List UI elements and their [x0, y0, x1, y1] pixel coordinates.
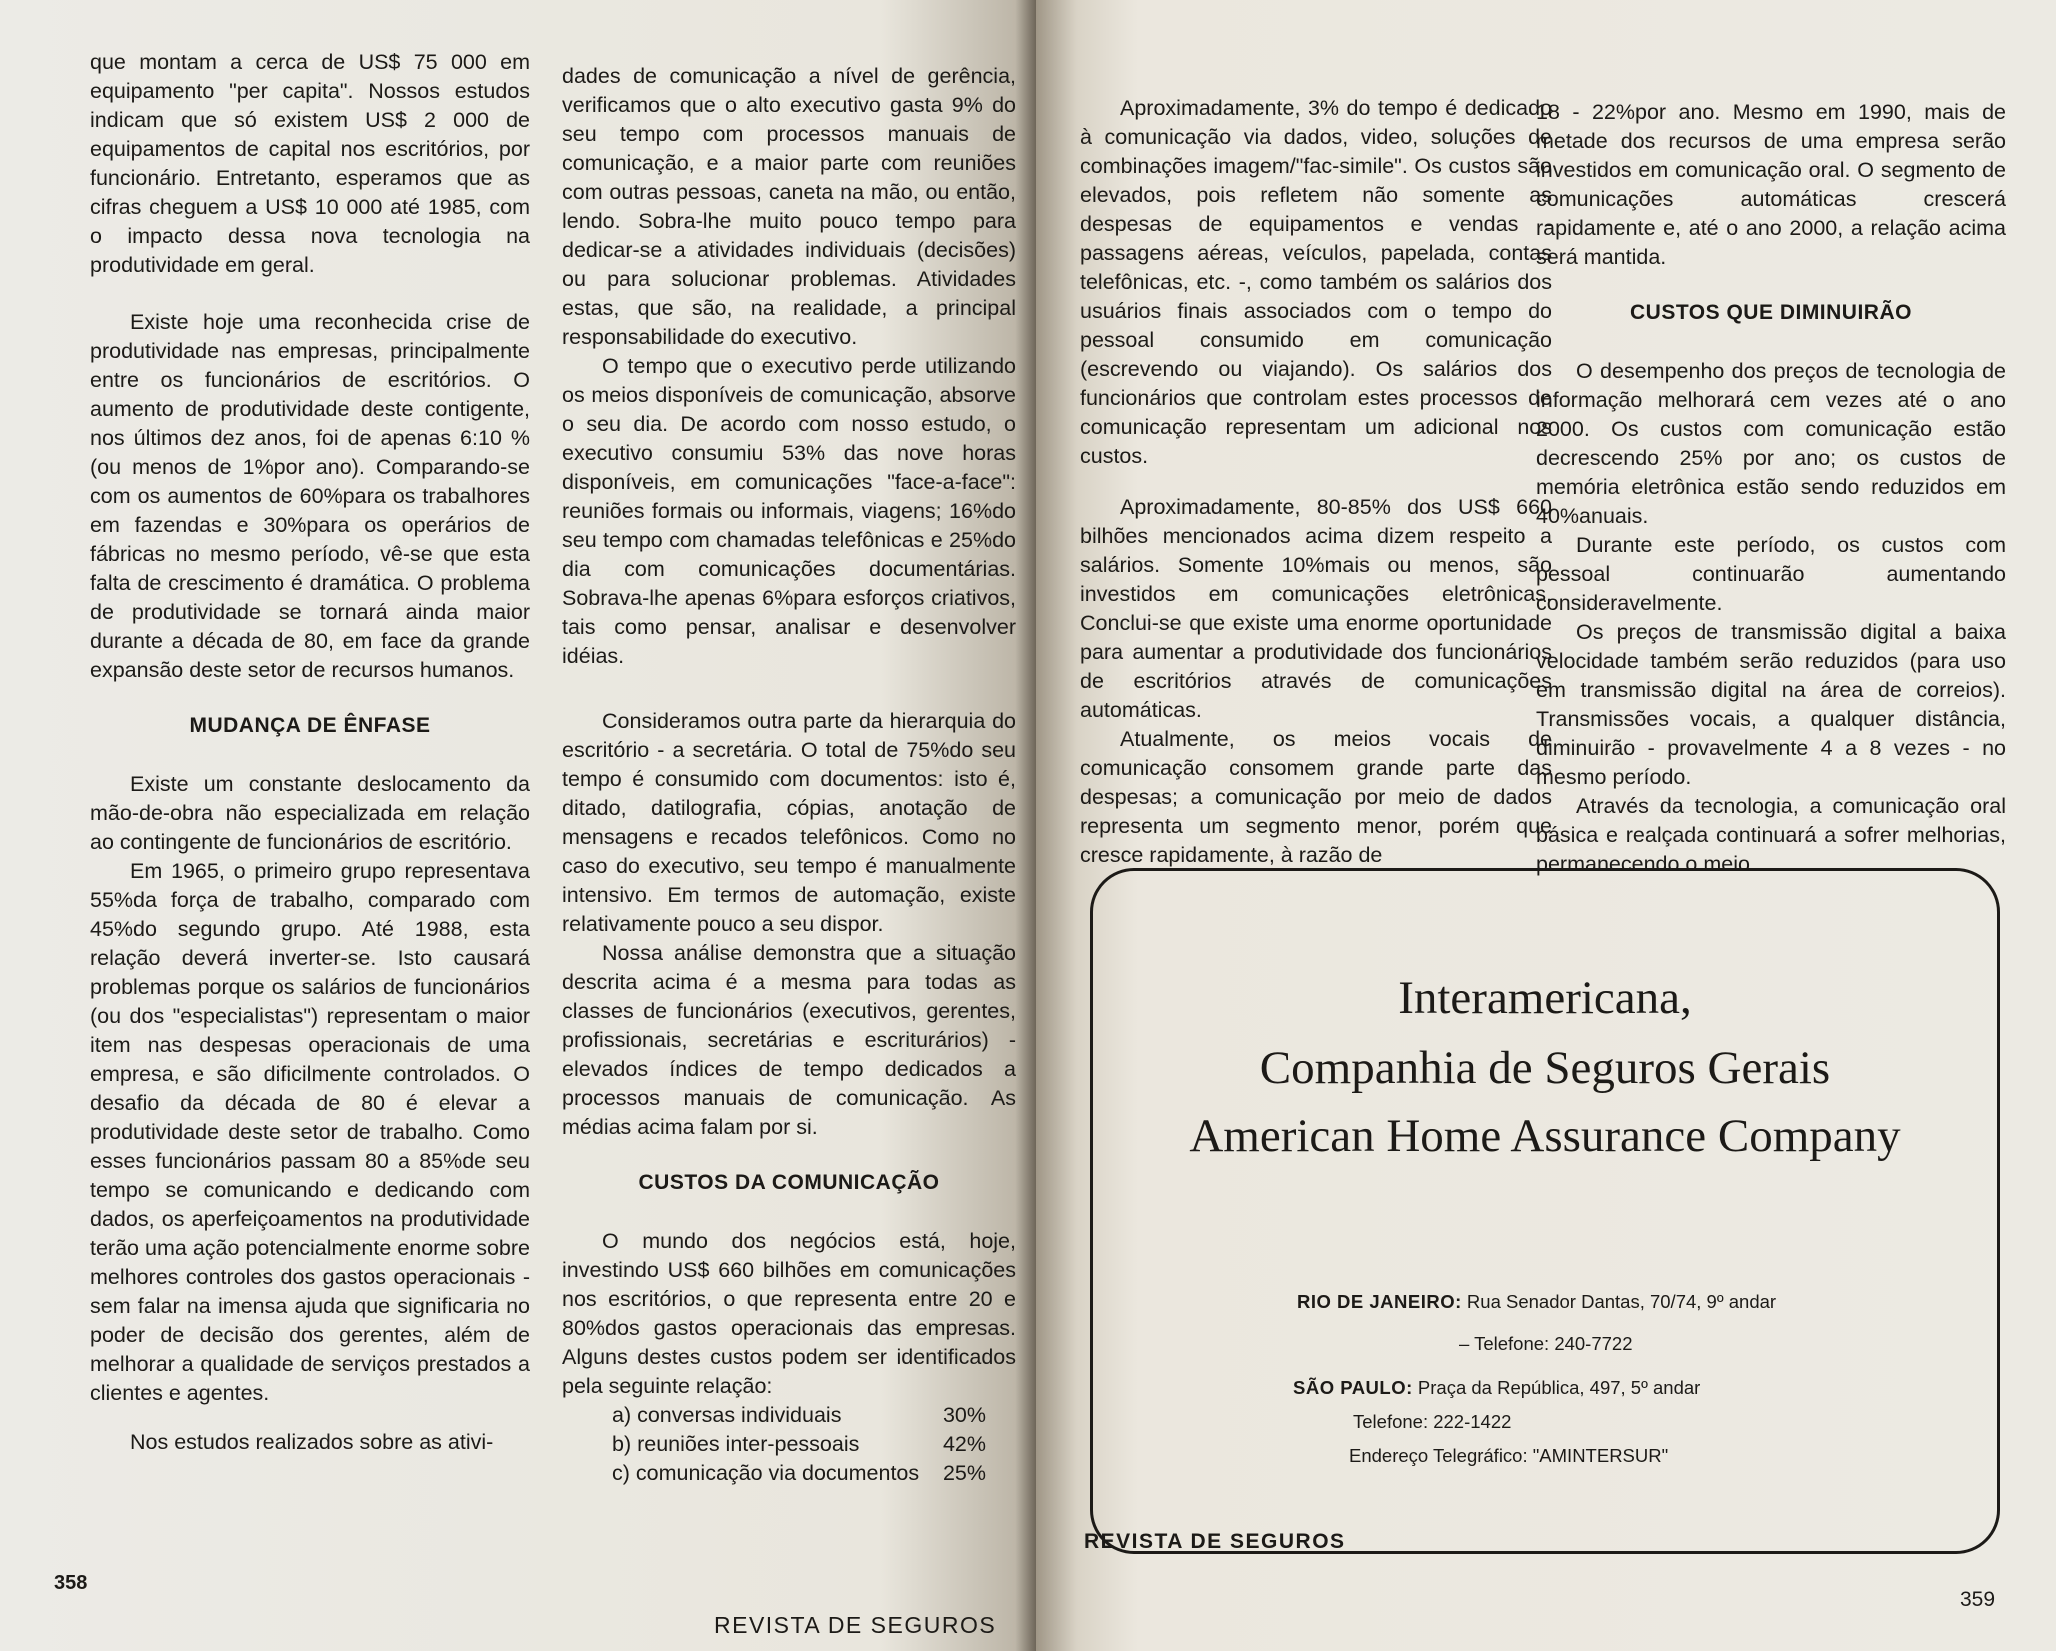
paragraph: 18 - 22%por ano. Mesmo em 1990, mais de metade dos recursos de uma empresa serão investidos em comunicação oral. O segmento de comunicações automáticas crescerá rapidamente e, até o ano 2000, a relação acima será mantida. — [1536, 100, 2006, 269]
ad-rio-phone: – Telefone: 240-7722 — [1459, 1333, 1633, 1354]
ad-sp-street: Praça da República, 497, 5º andar — [1417, 1377, 1701, 1398]
list-item-label: b) reuniões inter-pessoais — [612, 1432, 860, 1456]
ad-sp-phone: Telefone: 222-1422 — [1353, 1411, 1512, 1432]
ad-rio-address — [1297, 1291, 1776, 1313]
list-item-value: 42% — [942, 1432, 986, 1456]
ad-company-name: Interamericana, — [1398, 972, 1692, 1024]
paragraph: Nossa análise demonstra que a situação descrita acima é a mesma para todas as classes de funcionários (executivos, gerentes, profissionais, secretárias e escriturários) - elevados índices de tempo dedicados a processos manuais de comunicação. As médias acima falam por si. — [562, 941, 1016, 1139]
paragraph: Aproximadamente, 3% do tempo é dedicado à comunicação via dados, video, soluções de combinações imagem/"fac-simile". Os custos são elevados, pois refletem não somente as despesas de equipamentos e vendas - passagens aéreas, veículos, papelada, contas telefônicas, etc. -, como também os salários dos usuários finais associados com o tempo do pessoal consumido em comunicação (escrevendo ou viajando). Os salários dos funcionários que controlam estes processos de comunicação representam um adicional nos custos. — [1080, 96, 1552, 468]
paragraph: Os preços de transmissão digital a baixa velocidade também serão reduzidos (para uso em transmissão digital na área de correios). Transmissões vocais, a qualquer distância, diminuirão - provavelmente 4 a 8 vezes - no mesmo período. — [1536, 620, 2006, 789]
paragraph: Aproximadamente, 80-85% dos US$ 660 bilhões mencionados acima dizem respeito a salários. Somente 10%mais ou menos, são investidos em comunicações eletrônicas. Conclui-se que existe uma enorme oportunidade para aumentar a produtividade dos funcionários de escritórios através de comunicações automáticas. — [1080, 495, 1552, 722]
ad-company-english-name: American Home Assurance Company — [1189, 1110, 1901, 1162]
ad-telegraph: Endereço Telegráfico: "AMINTERSUR" — [1349, 1445, 1669, 1466]
list-item — [562, 1430, 1016, 1459]
ad-sp-address — [1293, 1377, 1700, 1399]
running-footer: REVISTA DE SEGUROS — [714, 1612, 997, 1638]
right-column-2 — [1536, 98, 2006, 879]
left-column-1 — [90, 48, 530, 1457]
paragraph: Existe hoje uma reconhecida crise de produtividade nas empresas, principalmente entre os funcionários de escritórios. O aumento de produtividade deste contigente, nos últimos dez anos, foi de apenas 6:10 %(ou menos de 1%por ano). Comparando-se com os aumentos de 60%para os trabalhores em fazendas e 30%para os operários de fábricas no mesmo período, vê-se que esta falta de crescimento é dramática. O problema de produtividade se tornará ainda maior durante a década de 80, em face da grande expansão deste setor de recursos humanos. — [90, 310, 530, 682]
page-number: 359 — [1960, 1588, 1996, 1611]
paragraph: dades de comunicação a nível de gerência, verificamos que o alto executivo gasta 9% do seu tempo com processos manuais de comunicação, e a maior parte com reuniões com outras pessoas, caneta na mão, ou então, lendo. Sobra-lhe muito pouco tempo para dedicar-se a atividades individuais (decisões) ou para solucionar problemas. Atividades estas, que são, na realidade, a principal responsabilidade do executivo. — [562, 64, 1016, 349]
paragraph: O desempenho dos preços de tecnologia de informação melhorará cem vezes até o ano 2000. Os custos com comunicação estão decrescendo 25% por ano; os custos de memória eletrônica estão sendo reduzidos em 40%anuais. — [1536, 359, 2006, 528]
section-heading: CUSTOS QUE DIMINUIRÃO — [1630, 301, 1912, 324]
section-heading: CUSTOS DA COMUNICAÇÃO — [638, 1171, 940, 1194]
section-heading: MUDANÇA DE ÊNFASE — [189, 714, 431, 737]
paragraph: O tempo que o executivo perde utilizando os meios disponíveis de comunicação, absorve o seu dia. De acordo com nosso estudo, o executivo consumiu 53% das nove horas disponíveis, em comunicações "face-a-face": reuniões formais ou informais, viagens; 16%do seu tempo com chamadas telefônicas e 25%do dia com comunicações documentárias. Sobrava-lhe apenas 6%para esforços criativos, tais como pensar, analisar e desenvolver idéias. — [562, 354, 1016, 668]
paragraph: Atualmente, os meios vocais de comunicação consomem grande parte das despesas; a comunicação por meio de dados representa um segmento menor, porém que cresce rapidamente, à razão de — [1080, 727, 1552, 867]
insurance-advertisement — [1090, 868, 2000, 1554]
paragraph: Consideramos outra parte da hierarquia do escritório - a secretária. O total de 75%do seu tempo é consumido com documentos: isto é, ditado, datilografia, cópias, anotação de mensagens e recados telefônicos. Como no caso do executivo, seu tempo é manualmente intensivo. Em termos de automação, existe relativamente pouco a seu dispor. — [562, 709, 1016, 936]
list-item-label: a) conversas individuais — [612, 1403, 842, 1427]
left-column-2 — [562, 62, 1016, 1488]
list-item-label: c) comunicação via documentos — [612, 1461, 920, 1485]
paragraph: que montam a cerca de US$ 75 000 em equipamento "per capita". Nossos estudos indicam que só existem US$ 2 000 de equipamentos de capital nos escritórios, por funcionário. Entretanto, esperamos que as cifras cheguem a US$ 10 000 até 1985, com o impacto dessa nova tecnologia na produtividade em geral. — [90, 50, 530, 277]
ad-rio-street: Rua Senador Dantas, 70/74, 9º andar — [1466, 1291, 1777, 1312]
ad-company-subtitle: Companhia de Seguros Gerais — [1259, 1042, 1831, 1094]
paragraph: O mundo dos negócios está, hoje, investindo US$ 660 bilhões em comunicações nos escritórios, o que representa entre 20 e 80%dos gastos operacionais das empresas. Alguns destes custos podem ser identificados pela seguinte relação: — [562, 1229, 1016, 1398]
paragraph: Existe um constante deslocamento da mão-de-obra não especializada em relação ao contingente de funcionários de escritório. — [90, 772, 530, 854]
running-footer: REVISTA DE SEGUROS — [1084, 1530, 1346, 1553]
right-column-1 — [1080, 94, 1552, 870]
paragraph: Através da tecnologia, a comunicação oral básica e realçada continuará a sofrer melhorias, permanecendo o meio — [1536, 794, 2006, 876]
list-item-value: 30% — [942, 1403, 986, 1427]
paragraph: Durante este período, os custos com pessoal continuarão aumentando consideravelmente. — [1536, 533, 2006, 615]
ad-sp-label: SÃO PAULO: — [1293, 1377, 1413, 1398]
paragraph: Em 1965, o primeiro grupo representava 55%da força de trabalho, comparado com 45%do segundo grupo. Até 1988, esta relação deverá inverter-se. Isto causará problemas porque os salários de funcionários (ou dos "especialistas") representam o maior item nas despesas operacionais de uma empresa, e são dificilmente controlados. O desafio da década de 80 é elevar a produtividade deste setor de trabalho. Como esses funcionários passam 80 a 85%de seu tempo se comunicando e dedicando com dados, os aperfeiçoamentos na produtividade terão uma ação potencialmente enorme sobre melhores controles dos gastos operacionais - sem falar na imensa ajuda que significaria no poder de decisão dos gerentes, além de melhorar a qualidade de serviços prestados a clientes e agentes. — [90, 859, 530, 1405]
ad-rio-label: RIO DE JANEIRO: — [1297, 1291, 1462, 1312]
list-item-value: 25% — [942, 1461, 986, 1485]
paragraph: Nos estudos realizados sobre as ativi- — [130, 1430, 494, 1454]
page-number: 358 — [54, 1572, 88, 1594]
list-item — [562, 1459, 1016, 1488]
list-item — [562, 1401, 1016, 1430]
